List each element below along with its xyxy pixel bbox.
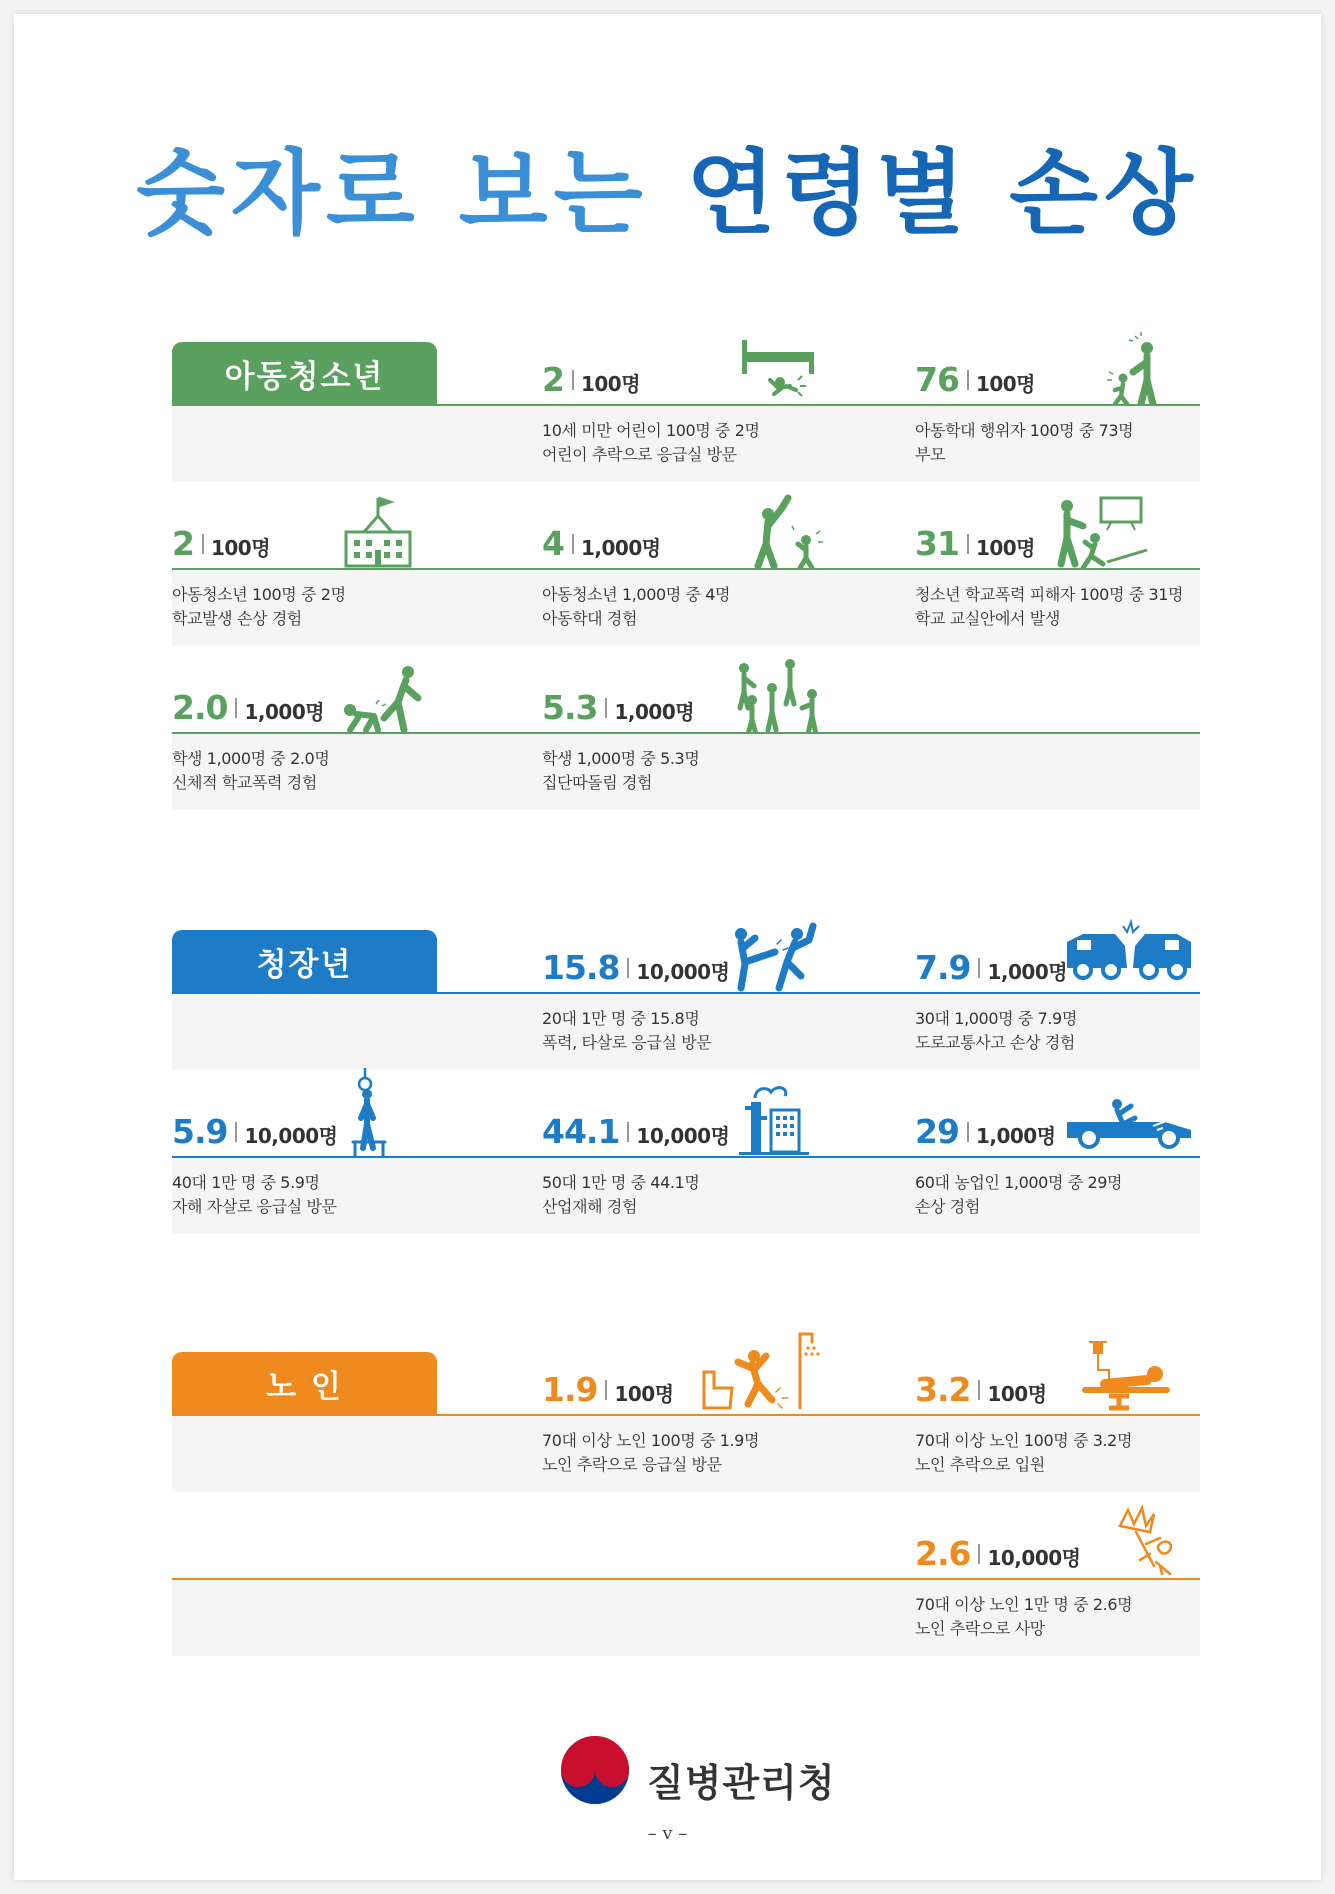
stat-card [542,330,902,482]
stat-desc-1: 70대 이상 노인 100명 중 1.9명 [542,1431,760,1450]
stat-desc-1: 30대 1,000명 중 7.9명 [915,1009,1077,1028]
stat-unit: 100명 [987,1382,1047,1406]
stat-desc-2: 손상 경험 [915,1197,980,1216]
stat-unit: 1,000명 [975,1124,1056,1148]
group-bullying-icon [732,658,832,734]
stat-value: 44.1 [542,1112,620,1151]
stat-desc-2: 어린이 추락으로 응급실 방문 [542,445,737,464]
stat-unit: 100명 [210,536,271,560]
bathroom-fall-icon [702,1326,822,1416]
stat-desc-1: 20대 1만 명 중 15.8명 [542,1009,700,1028]
stat-desc-2: 아동학대 경험 [542,609,638,628]
stat-desc-2: 신체적 학교폭력 경험 [172,773,317,792]
page-title [0,120,1335,252]
stat-value: 5.9 [172,1112,228,1151]
farm-vehicle-icon [1065,1082,1195,1158]
stat-desc-2: 노인 추락으로 사망 [915,1619,1045,1638]
classroom-violence-icon [1055,494,1155,570]
stat-card [542,494,902,646]
stat-desc-2: 노인 추락으로 입원 [915,1455,1045,1474]
stat-desc-2: 노인 추락으로 응급실 방문 [542,1455,722,1474]
stat-desc-1: 40대 1만 명 중 5.9명 [172,1173,320,1192]
stat-desc-2: 학교발생 손상 경험 [172,609,302,628]
stat-desc-1: 아동청소년 100명 중 2명 [172,585,346,604]
stat-unit: 1,000명 [614,700,695,724]
stat-card [542,1082,902,1234]
stat-desc-1: 60대 농업인 1,000명 중 29명 [915,1173,1123,1192]
stat-card [915,1340,1275,1492]
stat-value: 1.9 [542,1370,598,1409]
stat-desc-1: 70대 이상 노인 1만 명 중 2.6명 [915,1595,1133,1614]
self-harm-icon [327,1068,427,1158]
stat-desc-2: 부모 [915,445,946,464]
stat-desc-2: 산업재해 경험 [542,1197,638,1216]
school-building-icon [342,494,442,570]
stat-unit: 100명 [614,1382,674,1406]
stat-desc-2: 학교 교실안에서 발생 [915,609,1060,628]
stat-unit: 100명 [975,372,1036,396]
stat-card [915,1082,1275,1234]
stat-desc-2: 자해 자살로 응급실 방문 [172,1197,337,1216]
factory-icon [737,1082,837,1158]
memorial-flower-icon [1100,1504,1200,1580]
stat-unit: 10,000명 [636,960,730,984]
stat-desc-1: 아동학대 행위자 100명 중 73명 [915,421,1134,440]
page-number: – v – [647,1823,688,1844]
child-abuse-icon [742,494,842,570]
parent-abuse-icon [1075,330,1175,406]
physical-violence-icon [332,658,432,734]
stat-card [542,658,902,810]
stat-unit: 100명 [580,372,641,396]
agency-logo [555,1730,855,1820]
stat-card [172,494,532,646]
stat-unit: 10,000명 [636,1124,730,1148]
section-tag: 청장년 [172,930,437,992]
stat-desc-1: 10세 미만 어린이 100명 중 2명 [542,421,760,440]
stat-card [915,1504,1275,1656]
stat-card [915,330,1275,482]
stat-value: 29 [915,1112,959,1151]
stat-value: 15.8 [542,948,620,987]
stat-desc-1: 청소년 학교폭력 피해자 100명 중 31명 [915,585,1184,604]
stat-value: 7.9 [915,948,971,987]
stat-value: 2 [172,524,194,563]
stat-desc-1: 70대 이상 노인 100명 중 3.2명 [915,1431,1133,1450]
stat-value: 76 [915,360,959,399]
stat-unit: 100명 [975,536,1036,560]
title-part1: 숫자로 보는 [136,140,649,247]
stat-value: 31 [915,524,959,563]
stat-desc-2: 도로교통사고 손상 경험 [915,1033,1075,1052]
stat-desc-2: 폭력, 타살로 응급실 방문 [542,1033,712,1052]
stat-value: 3.2 [915,1370,971,1409]
stat-unit: 1,000명 [244,700,325,724]
stat-value: 2.0 [172,688,228,727]
agency-name: 질병관리청 [647,1761,836,1805]
stat-value: 5.3 [542,688,598,727]
section-tag: 노 인 [172,1352,437,1414]
car-crash-icon [1065,918,1195,994]
stat-unit: 1,000명 [580,536,661,560]
title-part2: 연령별 손상 [686,140,1199,247]
child-fall-from-bed-icon [742,330,842,406]
taegeuk-emblem-icon [555,1730,635,1810]
hospital-bed-icon [1075,1340,1175,1416]
stat-card [542,918,902,1070]
stat-card [172,1082,532,1234]
stat-unit: 1,000명 [987,960,1068,984]
stat-value: 2.6 [915,1534,971,1573]
stat-desc-1: 50대 1만 명 중 44.1명 [542,1173,700,1192]
stat-unit: 10,000명 [244,1124,338,1148]
stat-desc-2: 집단따돌림 경험 [542,773,653,792]
stat-card [542,1340,902,1492]
stat-desc-1: 아동청소년 1,000명 중 4명 [542,585,731,604]
stat-desc-1: 학생 1,000명 중 2.0명 [172,749,330,768]
stat-desc-1: 학생 1,000명 중 5.3명 [542,749,700,768]
stat-value: 2 [542,360,564,399]
stat-value: 4 [542,524,564,563]
fight-kick-icon [727,918,827,994]
stat-card [172,658,532,810]
stat-card [915,494,1275,646]
section-tag: 아동청소년 [172,342,437,404]
stat-card [915,918,1275,1070]
stat-unit: 10,000명 [987,1546,1081,1570]
